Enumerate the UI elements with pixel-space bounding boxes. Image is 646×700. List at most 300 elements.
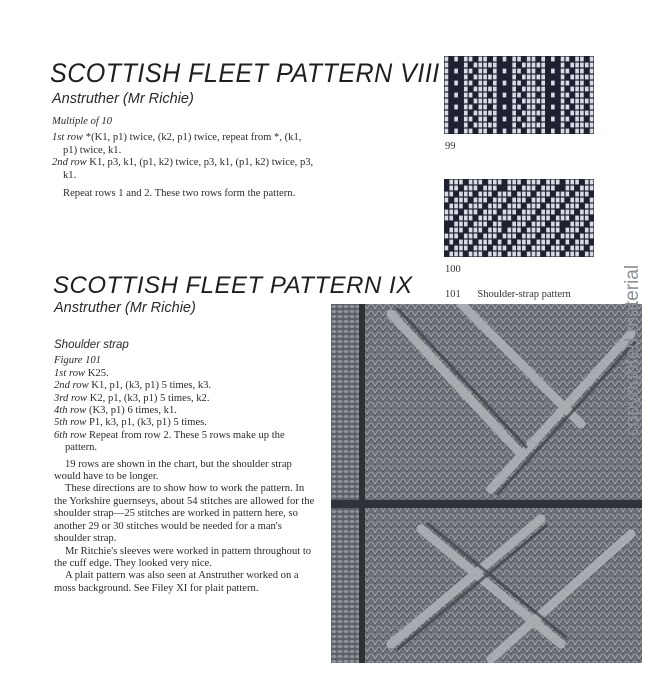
chart-cell — [469, 192, 473, 197]
chart-cell — [580, 246, 584, 251]
chart-cell — [527, 57, 531, 62]
chart-cell — [541, 210, 545, 215]
chart-cell — [590, 204, 594, 209]
chart-cell — [590, 234, 594, 239]
chart-cell — [469, 69, 473, 74]
chart-cell — [478, 180, 482, 185]
chart-cell — [570, 186, 574, 191]
chart-cell — [570, 63, 574, 68]
chart-cell — [566, 69, 570, 74]
chart-cell — [566, 240, 570, 245]
chart-cell — [551, 81, 555, 86]
chart-cell — [527, 93, 531, 98]
chart-cell — [532, 117, 536, 122]
chart-cell — [464, 75, 468, 80]
figure-label: Figure 101 — [54, 355, 101, 367]
chart-cell — [580, 117, 584, 122]
chart-cell — [585, 123, 589, 128]
chart-cell — [478, 222, 482, 227]
chart-cell — [474, 75, 478, 80]
knitting-chart-100 — [444, 179, 594, 257]
chart-cell — [488, 87, 492, 92]
chart-cell — [483, 129, 487, 134]
chart-cell — [541, 246, 545, 251]
chart-cell — [478, 246, 482, 251]
chart-cell — [570, 75, 574, 80]
chart-cell — [512, 246, 516, 251]
knitted-sample-image — [331, 304, 642, 663]
chart-cell — [459, 240, 463, 245]
row-text: K2, p1, (k3, p1) 5 times, k2. — [89, 392, 210, 404]
chart-cell — [483, 123, 487, 128]
chart-cell — [449, 186, 453, 191]
chart-cell — [590, 63, 594, 68]
chart-cell — [498, 180, 502, 185]
chart-cell — [488, 123, 492, 128]
chart-cell — [575, 123, 579, 128]
chart-cell — [503, 105, 507, 110]
row-label: 1st row — [52, 132, 84, 144]
chart-cell — [449, 216, 453, 221]
chart-cell — [488, 252, 492, 257]
chart-cell — [483, 198, 487, 203]
chart-cell — [483, 192, 487, 197]
chart-cell — [483, 234, 487, 239]
chart-cell — [517, 192, 521, 197]
chart-cell — [590, 252, 594, 257]
chart-cell — [488, 63, 492, 68]
chart-cell — [445, 111, 449, 116]
chart-cell — [527, 216, 531, 221]
chart-cell — [556, 246, 560, 251]
chart-cell — [522, 240, 526, 245]
chart-cell — [537, 228, 541, 233]
chart-cell — [537, 123, 541, 128]
chart-cell — [532, 252, 536, 257]
chart-cell — [561, 99, 565, 104]
chart-cell — [478, 228, 482, 233]
chart-cell — [590, 123, 594, 128]
chart-cell — [575, 204, 579, 209]
caption-101-number: 101 — [445, 289, 461, 300]
chart-cell — [537, 192, 541, 197]
chart-cell — [517, 81, 521, 86]
chart-cell — [585, 228, 589, 233]
chart-cell — [551, 246, 555, 251]
chart-cell — [464, 81, 468, 86]
chart-cell — [478, 63, 482, 68]
chart-cell — [454, 69, 458, 74]
chart-cell — [517, 93, 521, 98]
chart-cell — [454, 93, 458, 98]
chart-cell — [585, 216, 589, 221]
chart-cell — [580, 210, 584, 215]
chart-cell — [551, 180, 555, 185]
chart-cell — [575, 81, 579, 86]
chart-cell — [493, 222, 497, 227]
chart-cell — [551, 57, 555, 62]
chart-cell — [575, 69, 579, 74]
chart-cell — [493, 87, 497, 92]
chart-cell — [512, 93, 516, 98]
chart-cell — [561, 87, 565, 92]
chart-cell — [575, 117, 579, 122]
chart-cell — [445, 198, 449, 203]
chart-cell — [474, 198, 478, 203]
chart-cell — [474, 204, 478, 209]
chart-cell — [566, 57, 570, 62]
chart-cell — [590, 93, 594, 98]
chart-cell — [503, 93, 507, 98]
chart-cell — [493, 234, 497, 239]
knitted-sample-photo — [331, 304, 642, 663]
chart-cell — [469, 129, 473, 134]
chart-cell — [580, 111, 584, 116]
chart-cell — [566, 204, 570, 209]
chart-cell — [561, 111, 565, 116]
chart-cell — [527, 117, 531, 122]
chart-cell — [483, 222, 487, 227]
chart-cell — [488, 204, 492, 209]
chart-cell — [590, 69, 594, 74]
chart-cell — [532, 81, 536, 86]
chart-cell — [541, 99, 545, 104]
chart-cell — [459, 198, 463, 203]
chart-cell — [449, 204, 453, 209]
chart-cell — [469, 252, 473, 257]
chart-cell — [493, 210, 497, 215]
chart-cell — [469, 93, 473, 98]
chart-cell — [546, 228, 550, 233]
caption-99: 99 — [445, 141, 456, 152]
chart-cell — [483, 75, 487, 80]
chart-cell — [517, 252, 521, 257]
pattern-9-title: SCOTTISH FLEET PATTERN IX — [53, 272, 413, 299]
chart-cell — [493, 246, 497, 251]
chart-cell — [512, 252, 516, 257]
chart-cell — [498, 240, 502, 245]
row-instruction — [52, 157, 314, 182]
chart-cell — [541, 105, 545, 110]
row-text: K25. — [87, 367, 109, 379]
chart-cell — [454, 210, 458, 215]
chart-cell — [498, 228, 502, 233]
chart-cell — [532, 198, 536, 203]
chart-cell — [566, 252, 570, 257]
chart-cell — [532, 93, 536, 98]
chart-cell — [483, 240, 487, 245]
chart-cell — [590, 117, 594, 122]
chart-cell — [541, 111, 545, 116]
chart-cell — [464, 210, 468, 215]
chart-cell — [541, 222, 545, 227]
chart-cell — [580, 99, 584, 104]
chart-cell — [527, 87, 531, 92]
chart-cell — [537, 240, 541, 245]
chart-cell — [566, 81, 570, 86]
chart-cell — [517, 222, 521, 227]
chart-cell — [454, 228, 458, 233]
chart-cell — [527, 81, 531, 86]
row-label: 2nd row — [54, 380, 89, 392]
chart-cell — [556, 204, 560, 209]
chart-cell — [590, 198, 594, 203]
chart-cell — [556, 180, 560, 185]
chart-cell — [580, 222, 584, 227]
chart-cell — [454, 222, 458, 227]
chart-cell — [488, 186, 492, 191]
chart-cell — [464, 63, 468, 68]
chart-cell — [556, 198, 560, 203]
row-instruction — [54, 430, 316, 455]
chart-cell — [527, 69, 531, 74]
chart-cell — [469, 81, 473, 86]
chart-cell — [469, 216, 473, 221]
chart-cell — [483, 111, 487, 116]
chart-cell — [493, 81, 497, 86]
chart-cell — [474, 111, 478, 116]
knitting-chart-99 — [444, 56, 594, 134]
chart-cell — [512, 57, 516, 62]
chart-cell — [541, 192, 545, 197]
chart-cell — [537, 111, 541, 116]
chart-cell — [474, 252, 478, 257]
chart-cell — [575, 129, 579, 134]
chart-cell — [566, 105, 570, 110]
chart-cell — [580, 93, 584, 98]
chart-cell — [512, 87, 516, 92]
chart-cell — [464, 105, 468, 110]
chart-cell — [561, 123, 565, 128]
chart-cell — [546, 204, 550, 209]
chart-cell — [483, 63, 487, 68]
chart-cell — [488, 75, 492, 80]
chart-cell — [551, 129, 555, 134]
chart-cell — [508, 180, 512, 185]
chart-cell — [561, 216, 565, 221]
chart-cell — [541, 240, 545, 245]
chart-cell — [493, 204, 497, 209]
chart-cell — [541, 81, 545, 86]
chart-cell — [517, 180, 521, 185]
chart-cell — [527, 192, 531, 197]
body-paragraph: These directions are to show how to work the pattern. In the Yorkshire guernseys, about 54 stitches are allowed for the shoulder strap—25 stitches are worked in pattern here, so another 29 or 30 stitches would be needed for a man's shoulder strap. — [54, 483, 315, 545]
chart-cell — [532, 180, 536, 185]
chart-cell — [512, 99, 516, 104]
chart-cell — [566, 234, 570, 239]
chart-cell — [517, 204, 521, 209]
chart-cell — [541, 216, 545, 221]
chart-cell — [527, 186, 531, 191]
chart-cell — [445, 69, 449, 74]
chart-cell — [537, 198, 541, 203]
chart-cell — [488, 192, 492, 197]
chart-cell — [532, 105, 536, 110]
chart-cell — [493, 99, 497, 104]
chart-cell — [474, 210, 478, 215]
chart-cell — [546, 240, 550, 245]
chart-cell — [590, 99, 594, 104]
chart-cell — [445, 123, 449, 128]
chart-cell — [566, 129, 570, 134]
chart-cell — [464, 186, 468, 191]
chart-cell — [590, 111, 594, 116]
chart-cell — [493, 57, 497, 62]
row-text: K1, p3, k1, (p1, k2) twice, p3, k1, (p1, k2) twice, p3, k1. — [63, 157, 314, 181]
chart-cell — [527, 75, 531, 80]
chart-cell — [570, 180, 574, 185]
chart-cell — [570, 111, 574, 116]
chart-cell — [517, 69, 521, 74]
chart-cell — [570, 222, 574, 227]
chart-cell — [503, 129, 507, 134]
chart-cell — [493, 117, 497, 122]
chart-cell — [493, 63, 497, 68]
chart-cell — [483, 93, 487, 98]
chart-cell — [445, 216, 449, 221]
row-text: K1, p1, (k3, p1) 5 times, k3. — [91, 380, 212, 392]
chart-cell — [580, 129, 584, 134]
chart-cell — [445, 63, 449, 68]
chart-cell — [474, 123, 478, 128]
chart-cell — [556, 192, 560, 197]
chart-cell — [512, 63, 516, 68]
multiple-note: Multiple of 10 — [52, 116, 113, 127]
pattern-8-instructions — [52, 116, 314, 200]
chart-cell — [493, 198, 497, 203]
chart-cell — [464, 87, 468, 92]
chart-cell — [503, 192, 507, 197]
chart-cell — [566, 180, 570, 185]
chart-cell — [459, 246, 463, 251]
chart-cell — [445, 57, 449, 62]
row-label: 4th row — [54, 405, 87, 417]
chart-cell — [532, 75, 536, 80]
chart-cell — [478, 99, 482, 104]
chart-cell — [532, 57, 536, 62]
chart-cell — [503, 210, 507, 215]
chart-cell — [508, 216, 512, 221]
chart-cell — [551, 93, 555, 98]
chart-cell — [585, 240, 589, 245]
chart-cell — [585, 210, 589, 215]
caption-101 — [445, 289, 571, 300]
chart-cell — [590, 87, 594, 92]
chart-cell — [527, 210, 531, 215]
chart-cell — [580, 87, 584, 92]
chart-cell — [551, 198, 555, 203]
chart-cell — [478, 81, 482, 86]
chart-cell — [478, 198, 482, 203]
body-paragraph: A plait pattern was also seen at Anstruther worked on a moss background. See Filey XI for plait pattern. — [54, 570, 299, 594]
chart-cell — [449, 228, 453, 233]
chart-cell — [508, 252, 512, 257]
chart-cell — [585, 252, 589, 257]
chart-cell — [551, 234, 555, 239]
chart-cell — [522, 198, 526, 203]
chart-cell — [459, 204, 463, 209]
chart-cell — [464, 111, 468, 116]
chart-cell — [454, 186, 458, 191]
chart-cell — [546, 216, 550, 221]
chart-cell — [445, 210, 449, 215]
chart-cell — [445, 93, 449, 98]
chart-cell — [445, 81, 449, 86]
chart-cell — [546, 210, 550, 215]
chart-cell — [527, 180, 531, 185]
chart-cell — [469, 240, 473, 245]
chart-cell — [575, 99, 579, 104]
chart-cell — [585, 204, 589, 209]
pattern-8-title: SCOTTISH FLEET PATTERN VIII — [50, 58, 440, 88]
chart-cell — [590, 129, 594, 134]
chart-cell — [561, 198, 565, 203]
chart-cell — [541, 117, 545, 122]
chart-cell — [561, 69, 565, 74]
chart-cell — [478, 129, 482, 134]
chart-cell — [512, 180, 516, 185]
chart-cell — [493, 93, 497, 98]
chart-cell — [575, 222, 579, 227]
chart-cell — [570, 210, 574, 215]
chart-cell — [541, 234, 545, 239]
chart-cell — [522, 210, 526, 215]
chart-cell — [522, 246, 526, 251]
chart-cell — [464, 117, 468, 122]
chart-cell — [464, 129, 468, 134]
chart-cell — [532, 222, 536, 227]
chart-cell — [449, 180, 453, 185]
chart-cell — [561, 234, 565, 239]
chart-cell — [464, 93, 468, 98]
chart-cell — [478, 252, 482, 257]
chart-cell — [445, 192, 449, 197]
chart-cell — [580, 81, 584, 86]
chart-cell — [454, 117, 458, 122]
chart-cell — [590, 75, 594, 80]
pattern-8-subtitle: Anstruther (Mr Richie) — [52, 91, 194, 107]
chart-cell — [454, 129, 458, 134]
chart-cell — [503, 81, 507, 86]
chart-cell — [517, 216, 521, 221]
section-heading: Shoulder strap — [54, 339, 129, 351]
chart-cell — [580, 240, 584, 245]
chart-cell — [498, 204, 502, 209]
chart-cell — [561, 75, 565, 80]
chart-cell — [445, 99, 449, 104]
chart-cell — [508, 234, 512, 239]
chart-cell — [459, 222, 463, 227]
chart-cell — [488, 216, 492, 221]
chart-cell — [449, 252, 453, 257]
chart-cell — [483, 186, 487, 191]
chart-cell — [527, 111, 531, 116]
chart-cell — [570, 234, 574, 239]
chart-cell — [580, 234, 584, 239]
chart-cell — [464, 123, 468, 128]
chart-cell — [474, 234, 478, 239]
chart-cell — [512, 234, 516, 239]
chart-cell — [459, 228, 463, 233]
chart-cell — [474, 228, 478, 233]
copyright-watermark — [618, 246, 646, 436]
chart-cell — [541, 93, 545, 98]
chart-cell — [527, 240, 531, 245]
chart-cell — [469, 117, 473, 122]
chart-cell — [478, 111, 482, 116]
chart-cell — [541, 69, 545, 74]
row-label: 2nd row — [52, 157, 87, 169]
